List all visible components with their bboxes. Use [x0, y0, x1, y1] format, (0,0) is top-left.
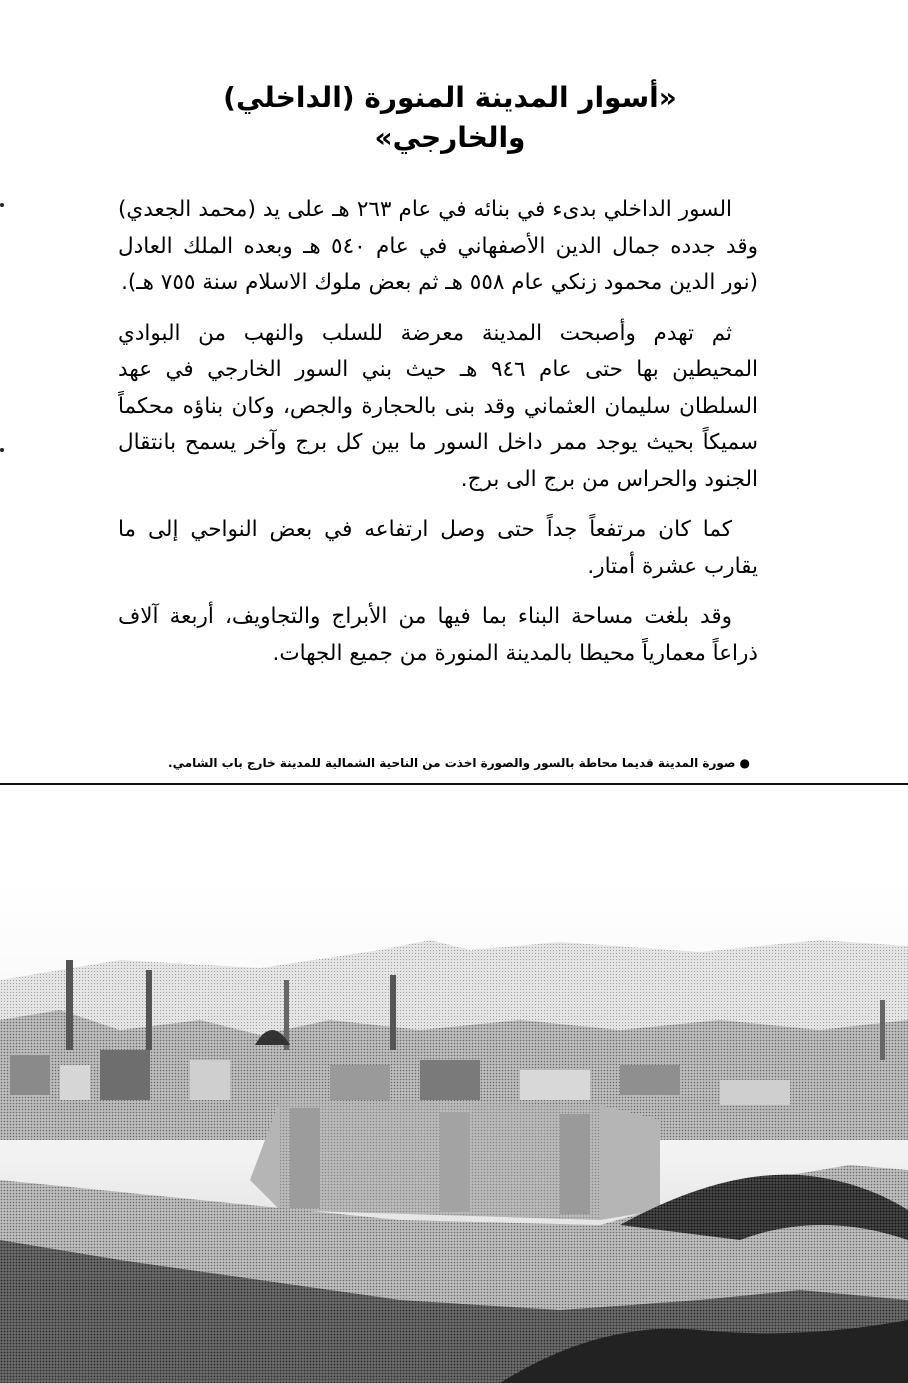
paragraph-2: ثم تهدم وأصبحت المدينة معرضة للسلب والنهب من البوادي المحيطين بها حتى عام ٩٤٦ هـ حيث بني السور الخارجي في عهد السلطان سليمان العثماني وقد بنى بالحجارة والجص، وكان بناؤه محكماً سميكاً بحيث يوجد ممر داخل السور ما بين كل برج وآخر يسمح بانتقال الجنود والحراس من برج الى برج. — [118, 320, 758, 492]
margin-mark — [0, 448, 4, 452]
bullet-icon: ● — [739, 756, 750, 770]
caption-text: صورة المدينة قديما محاطة بالسور والصورة اخذت من الناحية الشمالية للمدينة خارج باب الشامي. — [168, 756, 736, 770]
paragraph-4: وقد بلغت مساحة البناء بما فيها من الأبراج والتجاويف، أربعة آلاف ذراعاً معمارياً محيطا بالمدينة المنورة من جميع الجهات. — [118, 604, 758, 666]
paragraph-3: كما كان مرتفعاً جداً حتى وصل ارتفاعه في بعض النواحي إلى ما يقارب عشرة أمتار. — [118, 517, 758, 579]
photo-caption — [110, 753, 750, 773]
margin-mark — [0, 203, 4, 207]
divider-line — [0, 783, 908, 785]
paragraph-1: السور الداخلي بدىء في بنائه في عام ٢٦٣ هـ على يد (محمد الجعدي) وقد جدده جمال الدين الأصفهاني في عام ٥٤٠ هـ وبعده الملك العادل (نور الدين محمود زنكي عام ٥٥٨ هـ ثم بعض ملوك الاسلام سنة ٧٥٥ هـ). — [118, 197, 758, 295]
historic-photo-madinah — [0, 880, 908, 1383]
article-body — [118, 192, 758, 686]
page-title: «أسوار المدينة المنورة (الداخلي) والخارجي» — [223, 81, 677, 154]
